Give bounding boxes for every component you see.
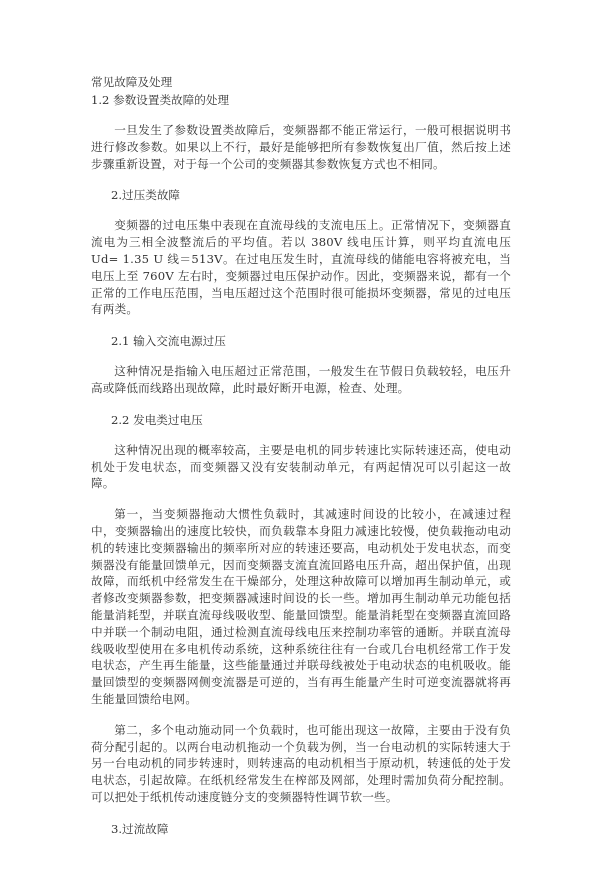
paragraph-parameter-faults: 一旦发生了参数设置类故障后，变频器都不能正常运行，一般可根据说明书进行修改参数。如果以上不行，最好是能够把所有参数恢复出厂值，然后按上述步骤重新设置，对于每一个公司的变频器其参数恢复方式也不相同。 — [91, 123, 511, 171]
paragraph-case-one: 第一，当变频器拖动大惯性负载时，其减速时间设的比较小，在减速过程中，变频器输出的速度比较快，而负载靠本身阻力减速比较慢，使负载拖动电动机的转速比变频器输出的频率所对应的转速还要高，电动机处于发电状态，而变频器没有能量回馈单元，因而变频器支流直流回路电压升高，超出保护值，出现故障，而纸机中经常发生在干燥部分，处理这种故障可以增加再生制动单元，或者修改变频器参数，把变频器减速时间设的长一些。增加再生制动单元功能包括能量消耗型，并联直流母线吸收型、能量回馈型。能量消耗型在变频器直流回路中并联一个制动电阻，通过检测直流母线电压来控制功率管的通断。并联直流母线吸收型使用在多电机传动系统，这种系统往往有一台或几台电机经常工作于发电状态，产生再生能量，这些能量通过并联母线被处于电动状态的电机吸收。能量回馈型的变频器网侧变流器是可逆的，当有再生能量产生时可逆变流器就将再生能量回馈给电网。 — [91, 507, 511, 706]
section-heading-2-2: 2.2 发电类过电压 — [111, 412, 203, 427]
section-heading-2-1: 2.1 输入交流电源过压 — [111, 334, 226, 349]
paragraph-input-overvoltage: 这种情况是指输入电压超过正常范围，一般发生在节假日负载较轻，电压升高或降低而线路出现故障，此时最好断开电源，检查、处理。 — [91, 364, 511, 395]
paragraph-overvoltage: 变频器的过电压集中表现在直流母线的支流电压上。正常情况下，变频器直流电为三相全波整流后的平均值。若以 380V 线电压计算，则平均直流电压 Ud= 1.35 U 线＝513V。在过电压发生时，直流母线的储能电容将被充电，当电压上至 760V 左右时，变频器过电压保护动作。因此，变频器来说，都有一个正常的工作电压范围，当电压超过这个范围时很可能损坏变频器，常见的过电压有两类。 — [91, 218, 511, 317]
section-heading-3: 3.过流故障 — [111, 821, 169, 836]
document-title: 常见故障及处理 — [91, 75, 173, 89]
paragraph-case-two: 第二，多个电动施动同一个负载时，也可能出现这一故障，主要由于没有负荷分配引起的。以两台电动机拖动一个负载为例，当一台电动机的实际转速大于另一台电动机的同步转速时，则转速高的电动机相当于原动机，转速低的处于发电状态，引起故障。在纸机经常发生在榨部及网部，处理时需加负荷分配控制。可以把处于纸机传动速度链分支的变频器特性调节软一些。 — [91, 722, 511, 804]
section-heading-2: 2.过压类故障 — [111, 188, 181, 203]
paragraph-regenerative-overvoltage: 这种情况出现的概率较高，主要是电机的同步转速比实际转速还高，使电动机处于发电状态，而变频器又没有安装制动单元，有两起情况可以引起这一故障。 — [91, 442, 511, 491]
section-heading-1-2: 1.2 参数设置类故障的处理 — [91, 93, 230, 107]
